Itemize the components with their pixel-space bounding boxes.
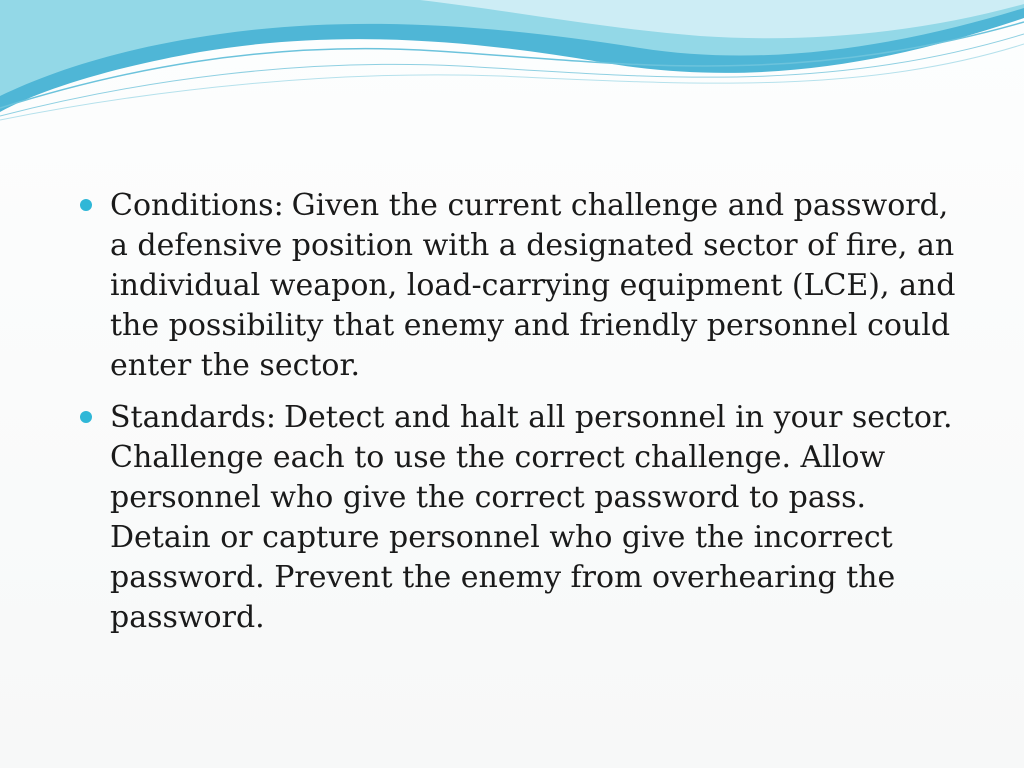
bullet-standards xyxy=(80,398,960,638)
bullet-text: Detect and halt all personnel in your sector. Challenge each to use the correct challenge. Allow personnel who give the correct password to pass. Detain or capture personnel who give the incorrect password. Prevent the enemy from overhearing the password. xyxy=(110,400,953,635)
bullet-dot-icon xyxy=(80,199,92,211)
bullet-conditions xyxy=(80,186,960,386)
bullet-label: Standards: xyxy=(110,400,276,435)
bullet-dot-icon xyxy=(80,411,92,423)
bullet-list xyxy=(80,186,960,650)
bullet-text: Given the current challenge and password, a defensive position with a designated sector of fire, an individual weapon, load-carrying equipment (LCE), and the possibility that enemy and friendly personnel could enter the sector. xyxy=(110,188,956,383)
wave-header-decoration xyxy=(0,0,1024,130)
bullet-label: Conditions: xyxy=(110,188,284,223)
